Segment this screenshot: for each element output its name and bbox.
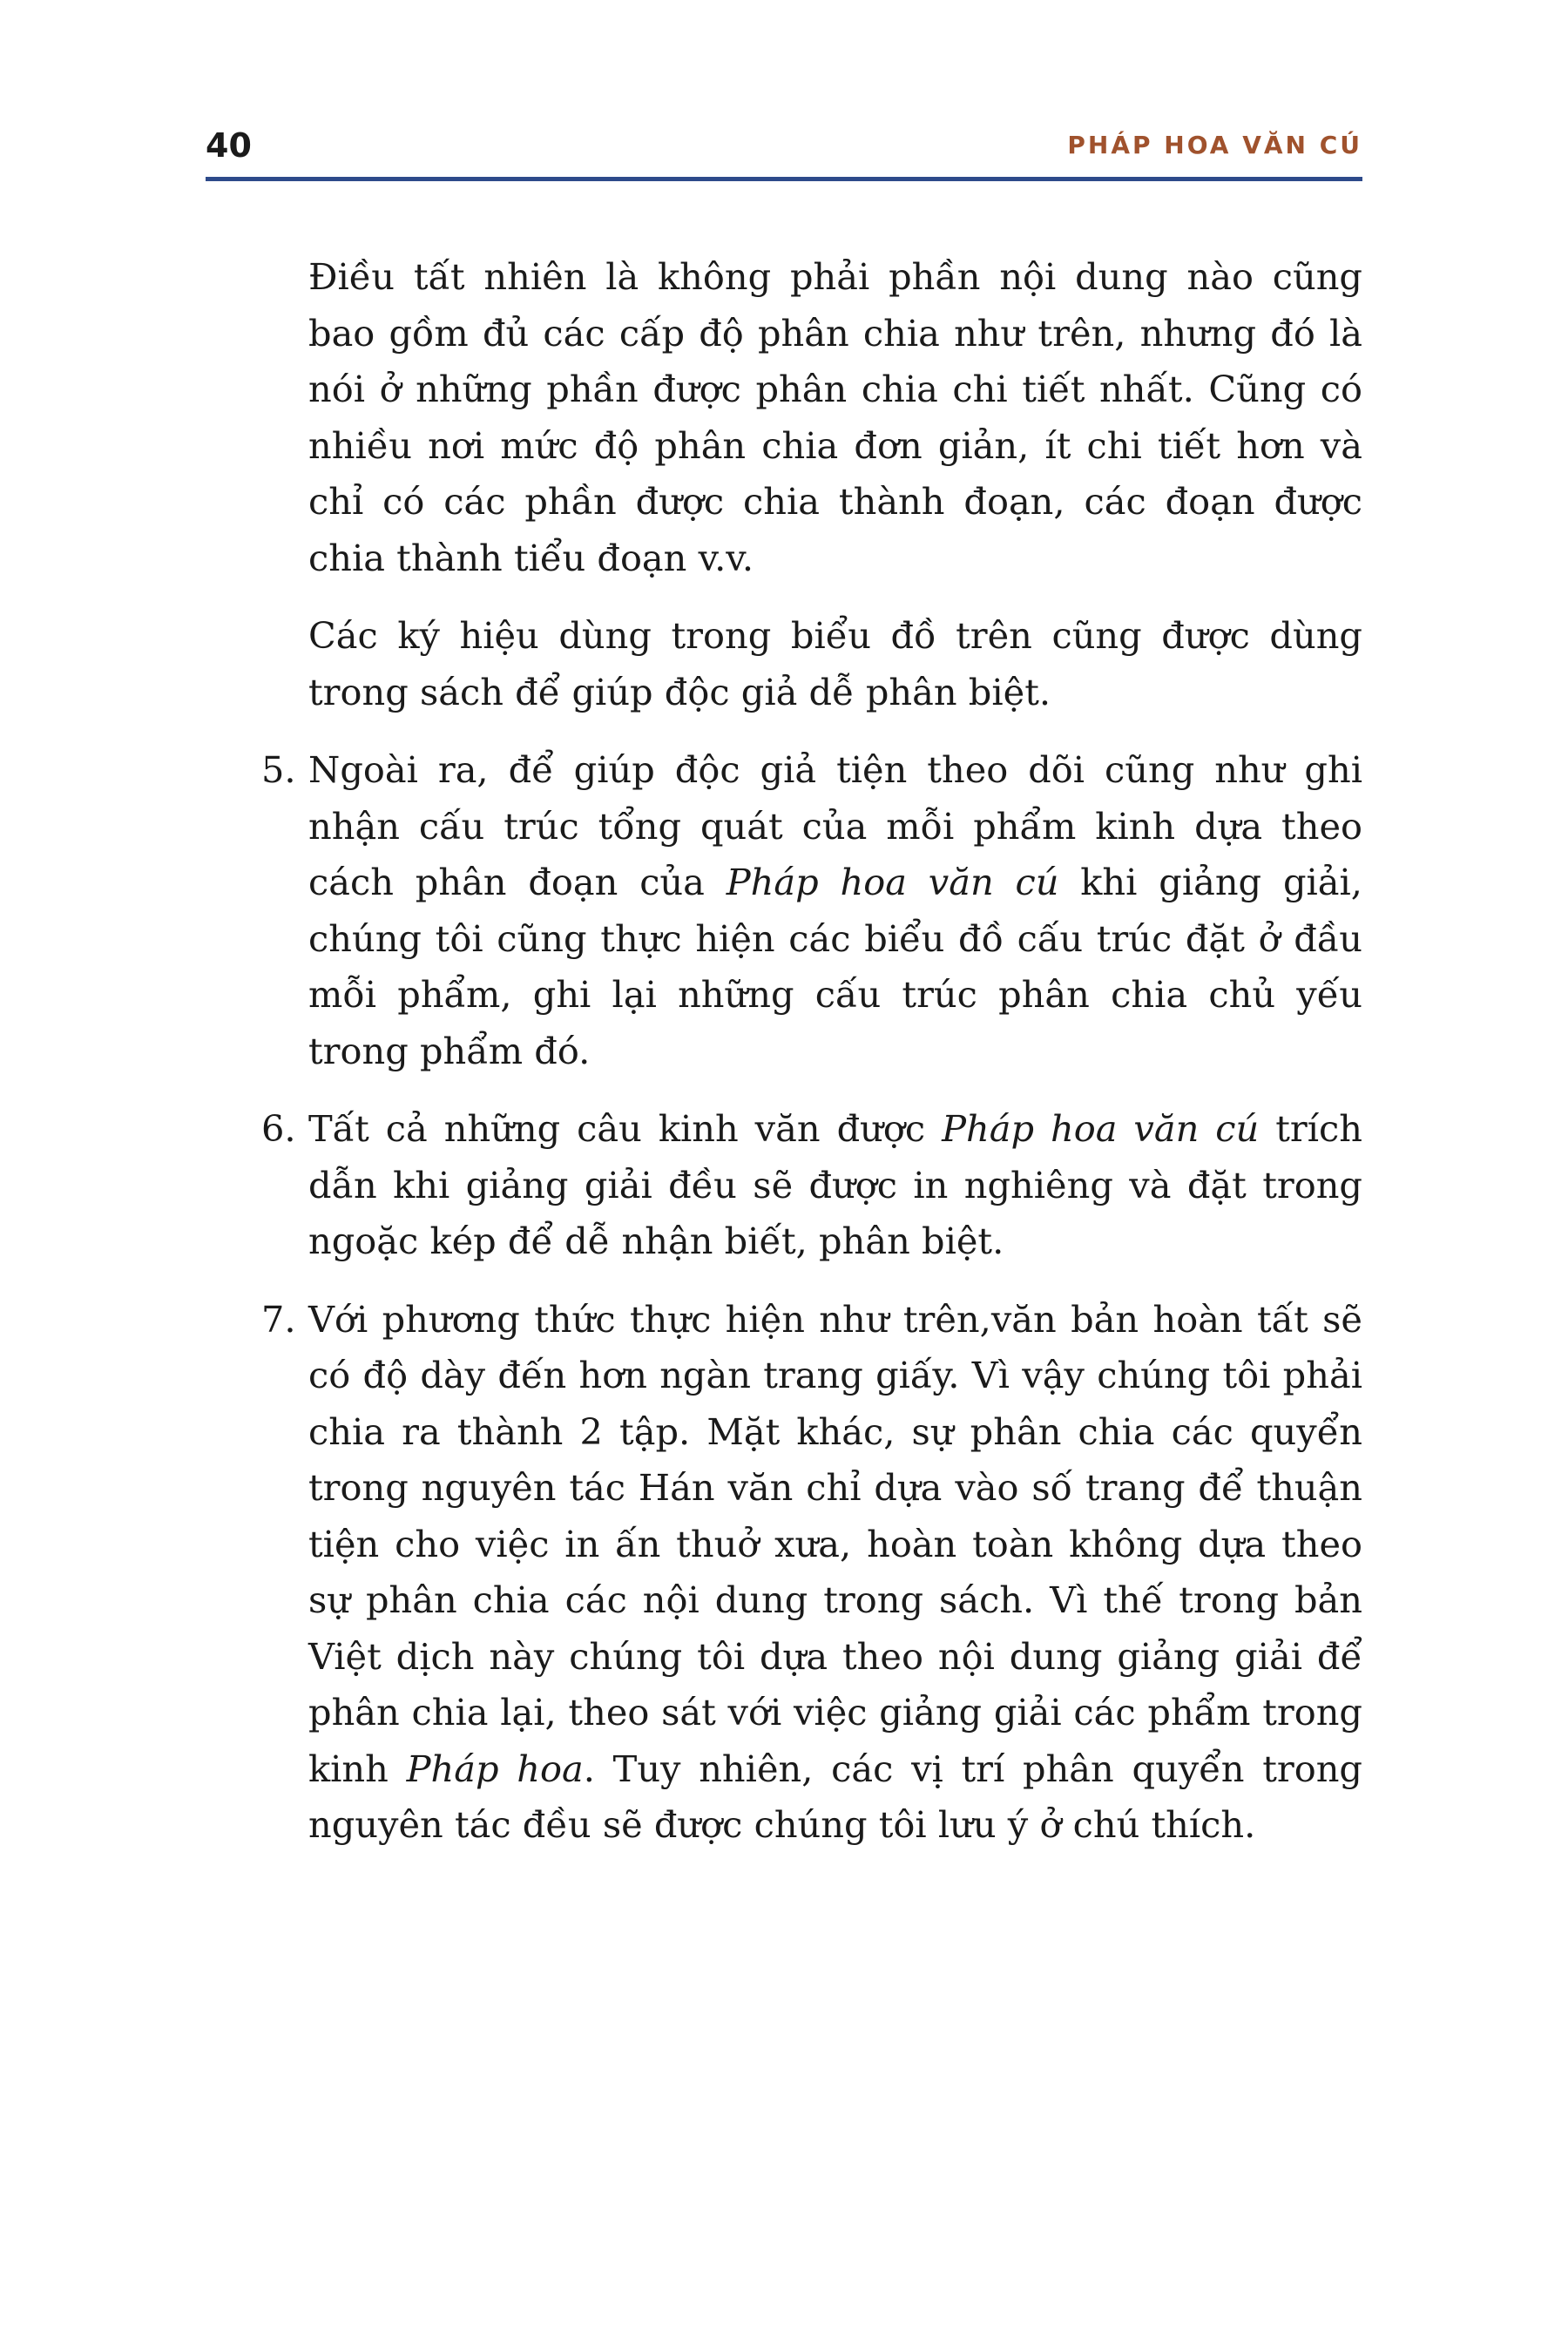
list-item-6-italic-title: Pháp hoa văn cú	[942, 1107, 1260, 1150]
list-item-5-text-a: Ngoài ra, để giúp độc giả tiện theo dõi cũng như ghi nhận cấu trúc tổng quát của mỗi phẩm kinh dựa theo cách phân đoạn của	[308, 748, 1362, 903]
list-item-5-number: 5.	[261, 748, 296, 791]
list-item-6-number: 6.	[261, 1107, 296, 1150]
page-number: 40	[206, 126, 252, 165]
list-item-7	[261, 1292, 1362, 1854]
list-item-6	[261, 1101, 1362, 1270]
list-item-6-text-b: trích dẫn khi giảng giải đều sẽ được in nghiêng và đặt trong ngoặc kép để dễ nhận biết, phân biệt.	[308, 1107, 1363, 1262]
list-item-5	[261, 742, 1362, 1079]
paragraph-2: Các ký hiệu dùng trong biểu đồ trên cũng được dùng trong sách để giúp độc giả dễ phân biệt.	[308, 614, 1362, 713]
list-item-7-number: 7.	[261, 1297, 296, 1341]
list-item-5-italic-title: Pháp hoa văn cú	[726, 861, 1059, 903]
list-item-7-italic-title: Pháp hoa	[406, 1747, 584, 1790]
body-text	[261, 249, 1362, 1876]
header-rule	[206, 177, 1362, 181]
list-item-7-text-b: . Tuy nhiên, các vị trí phân quyển trong nguyên tác đều sẽ được chúng tôi lưu ý ở chú thích.	[308, 1747, 1362, 1846]
list-item-7-text	[308, 1292, 1362, 1854]
page-header	[206, 126, 1362, 179]
list-item-6-text-a: Tất cả những câu kinh văn được	[308, 1107, 943, 1150]
list-item-7-text-a: Với phương thức thực hiện như trên,văn bản hoàn tất sẽ có độ dày đến hơn ngàn trang giấy. Vì vậy chúng tôi phải chia ra thành 2 tập. Mặt khác, sự phân chia các quyển trong nguyên tác Hán văn chỉ dựa vào số trang để thuận tiện cho việc in ấn thuở xưa, hoàn toàn không dựa theo sự phân chia các nội dung trong sách. Vì thế trong bản Việt dịch này chúng tôi dựa theo nội dung giảng giải để phân chia lại, theo sát với việc giảng giải các phẩm trong kinh	[308, 1297, 1362, 1790]
list-item-6-text	[308, 1101, 1362, 1270]
list-item-5-text-b: khi giảng giải, chúng tôi cũng thực hiện các biểu đồ cấu trúc đặt ở đầu mỗi phẩm, ghi lại những cấu trúc phân chia chủ yếu trong phẩm đó.	[308, 861, 1362, 1072]
paragraph-1: Điều tất nhiên là không phải phần nội dung nào cũng bao gồm đủ các cấp độ phân chia như trên, nhưng đó là nói ở những phần được phân chia chi tiết nhất. Cũng có nhiều nơi mức độ phân chia đơn giản, ít chi tiết hơn và chỉ có các phần được chia thành đoạn, các đoạn được chia thành tiểu đoạn v.v.	[308, 255, 1362, 579]
list-item-5-text	[308, 742, 1362, 1079]
running-title: PHÁP HOA VĂN CÚ	[1067, 131, 1362, 159]
